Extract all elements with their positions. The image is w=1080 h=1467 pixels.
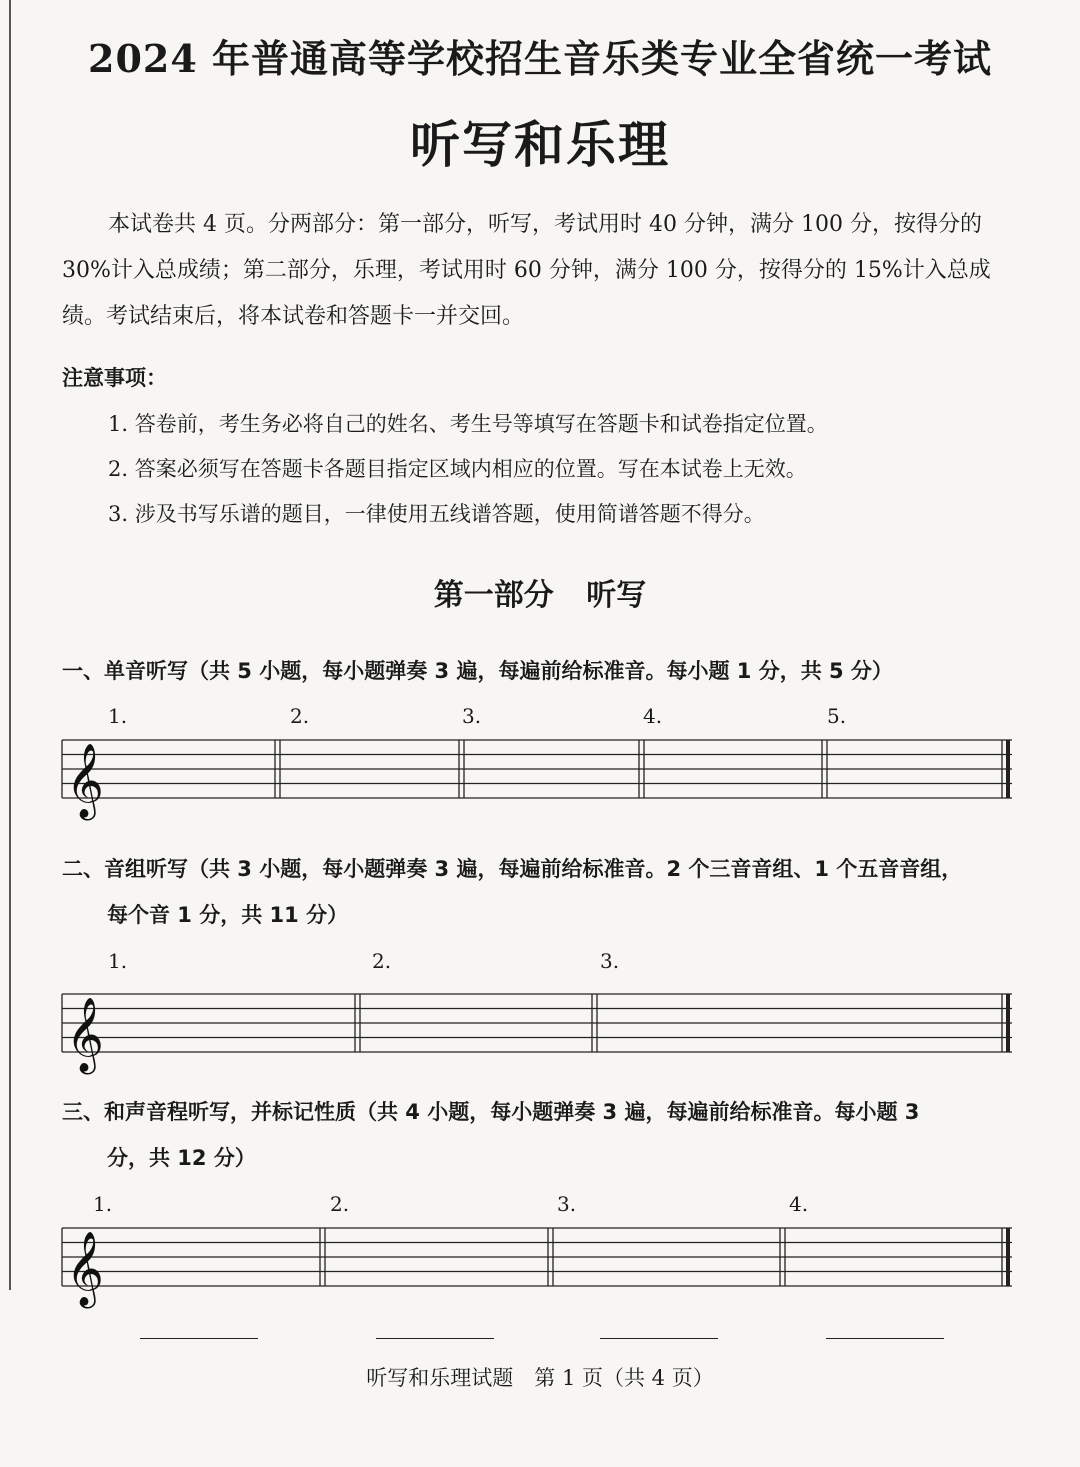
- notice-item: 1. 答卷前，考生务必将自己的姓名、考生号等填写在答题卡和试卷指定位置。: [108, 412, 828, 436]
- q2-item-number: 1.: [108, 949, 128, 973]
- notice-item: 3. 涉及书写乐谱的题目，一律使用五线谱答题，使用简谱答题不得分。: [108, 502, 765, 526]
- notice-item: 2. 答案必须写在答题卡各题目指定区域内相应的位置。写在本试卷上无效。: [108, 457, 807, 481]
- treble-clef-icon: 𝄞: [66, 1232, 104, 1306]
- question-1-heading: 一、单音听写（共 5 小题，每小题弹奏 3 遍，每遍前给标准音。每小题 1 分，共 5 分）: [62, 659, 893, 683]
- q3-item-number: 4.: [789, 1192, 809, 1216]
- notice-heading: 注意事项：: [62, 366, 167, 390]
- q3-item-number: 2.: [330, 1192, 350, 1216]
- answer-blank[interactable]: [826, 1338, 944, 1339]
- q1-item-number: 1.: [108, 704, 128, 728]
- staff-q1: [62, 740, 1012, 798]
- q1-item-number: 3.: [462, 704, 482, 728]
- exam-title: 2024 年普通高等学校招生音乐类专业全省统一考试: [88, 36, 992, 81]
- q3-item-number: 1.: [93, 1192, 113, 1216]
- part-one-title: 第一部分 听写: [433, 578, 647, 613]
- staff-q2: [62, 994, 1012, 1052]
- subject-title: 听写和乐理: [410, 116, 670, 174]
- question-2-heading: 二、音组听写（共 3 小题，每小题弹奏 3 遍，每遍前给标准音。2 个三音音组、1 个五音音组， 每个音 1 分，共 11 分）: [62, 857, 963, 927]
- q3-item-number: 3.: [557, 1192, 577, 1216]
- q1-item-number: 4.: [643, 704, 663, 728]
- treble-clef-icon: 𝄞: [66, 998, 104, 1072]
- question-3-heading: 三、和声音程听写，并标记性质（共 4 小题，每小题弹奏 3 遍，每遍前给标准音。每小题 3 分，共 12 分）: [62, 1100, 920, 1170]
- staff-q3: [62, 1228, 1012, 1286]
- answer-blank[interactable]: [600, 1338, 718, 1339]
- page-footer: 听写和乐理试题 第 1 页（共 4 页）: [366, 1366, 714, 1390]
- answer-blank[interactable]: [140, 1338, 258, 1339]
- exam-instructions: 本试卷共 4 页。分两部分：第一部分，听写，考试用时 40 分钟，满分 100 分，按得分的30%计入总成绩；第二部分，乐理，考试用时 60 分钟，满分 100 分，按得分的 15%计入总成绩。考试结束后，将本试卷和答题卡一并交回。: [62, 212, 991, 329]
- q1-item-number: 5.: [827, 704, 847, 728]
- q2-item-number: 2.: [372, 949, 392, 973]
- treble-clef-icon: 𝄞: [66, 744, 104, 818]
- answer-blank[interactable]: [376, 1338, 494, 1339]
- q1-item-number: 2.: [290, 704, 310, 728]
- q2-item-number: 3.: [600, 949, 620, 973]
